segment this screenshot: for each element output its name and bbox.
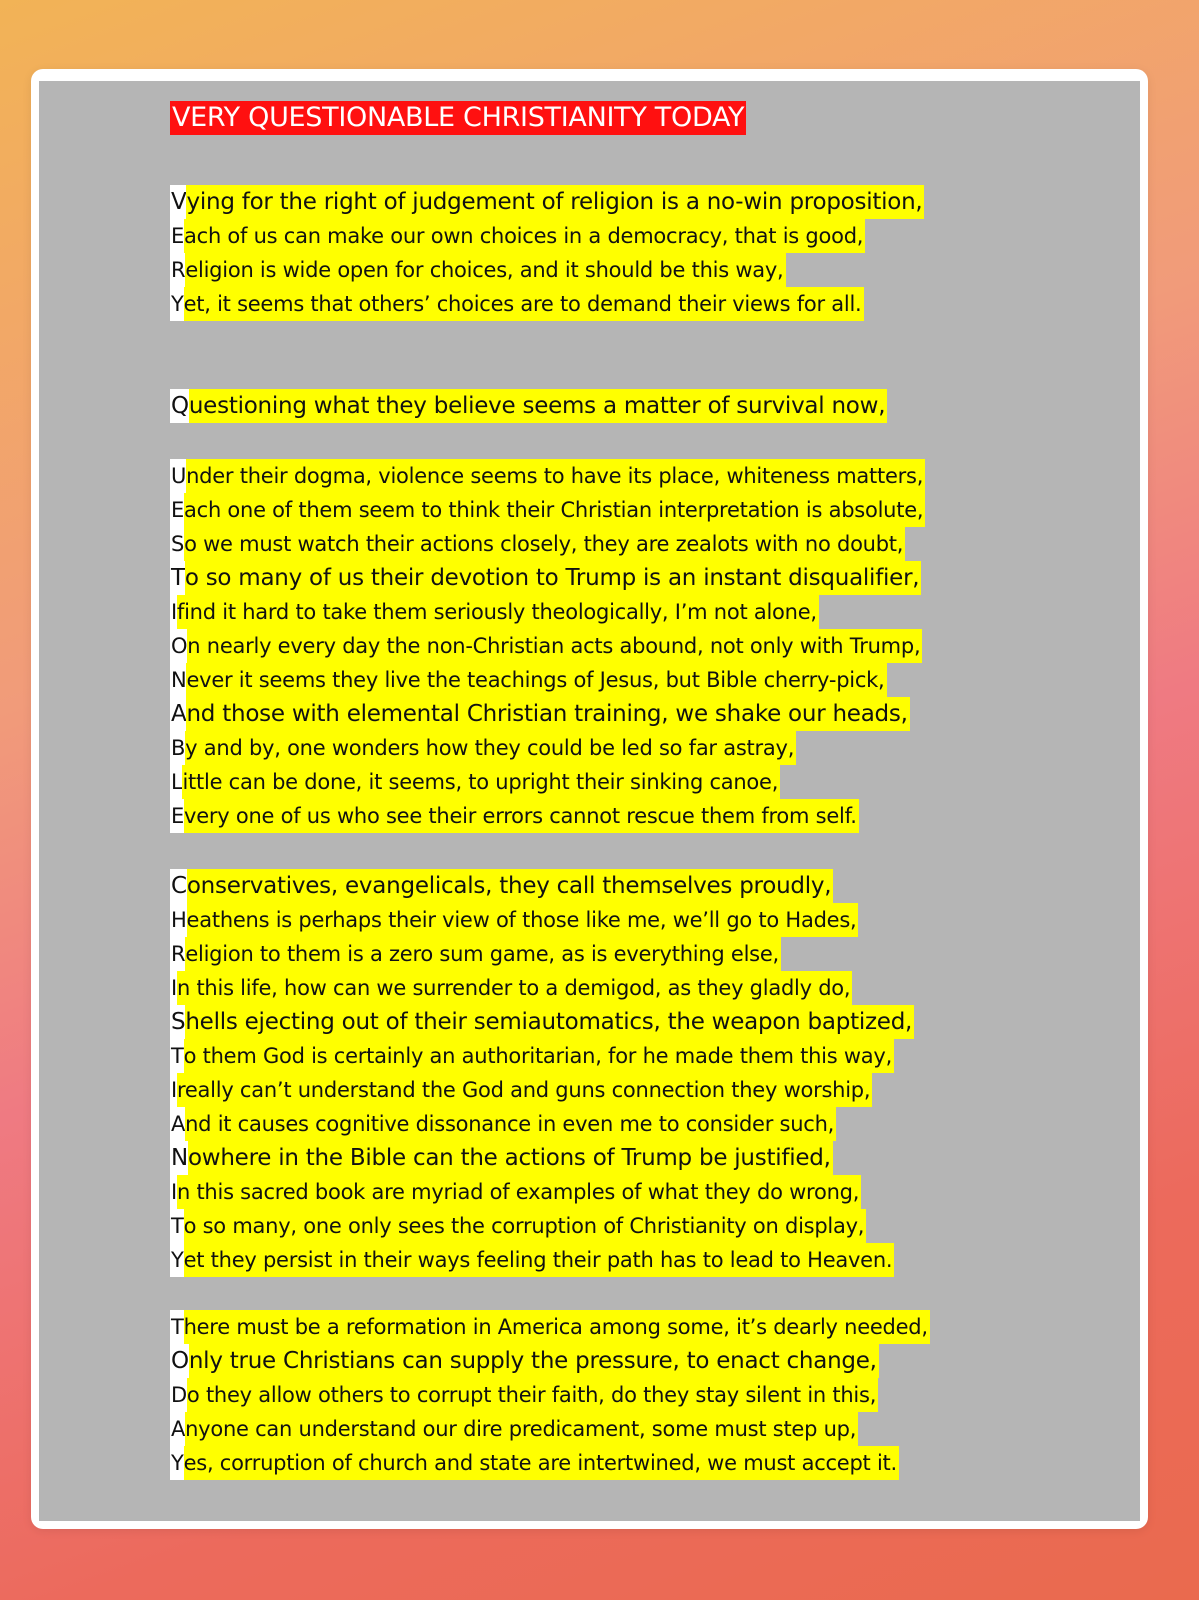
poem-line: [170, 561, 1050, 595]
poem-line: [170, 1039, 1050, 1073]
poem-line: [170, 697, 1050, 731]
line-initial: Y: [170, 287, 184, 321]
stanza-gap: [170, 321, 1050, 389]
line-text: o so many of us their devotion to Trump is an instant disqualifier,: [185, 561, 922, 595]
line-initial: I: [170, 1073, 177, 1107]
line-text: et, it seems that others’ choices are to demand their views for all.: [184, 287, 864, 321]
poem-line: [170, 1005, 1050, 1039]
stanza-gap: [170, 833, 1050, 869]
poem-line: [170, 459, 1050, 493]
poem-line: [170, 937, 1050, 971]
line-initial: O: [170, 1344, 189, 1378]
poem-line: [170, 185, 1050, 219]
line-initial: L: [170, 765, 182, 799]
line-text: o so many, one only sees the corruption of Christianity on display,: [184, 1209, 867, 1243]
line-text: o they allow others to corrupt their faith, do they stay silent in this,: [187, 1378, 878, 1412]
poem-line: [170, 1378, 1050, 1412]
poem-card: [31, 69, 1148, 1529]
line-text: uestioning what they believe seems a matter of survival now,: [189, 389, 887, 423]
line-text: o them God is certainly an authoritarian, for he made them this way,: [184, 1039, 894, 1073]
stanza-4: [170, 869, 1050, 1277]
stanza-5: [170, 1310, 1050, 1480]
line-initial: A: [170, 1412, 185, 1446]
line-text: ittle can be done, it seems, to upright their sinking canoe,: [182, 765, 780, 799]
line-text: owhere in the Bible can the actions of Trump be justified,: [188, 1141, 833, 1175]
poem-content: [170, 101, 1050, 1480]
line-initial: I: [170, 1175, 177, 1209]
poem-line: [170, 287, 1050, 321]
poem-line: [170, 1310, 1050, 1344]
line-text: ever it seems they live the teachings of Jesus, but Bible cherry-pick,: [186, 663, 886, 697]
line-text: n this life, how can we surrender to a demigod, as they gladly do,: [177, 971, 852, 1005]
line-text: ying for the right of judgement of religion is a no-win proposition,: [186, 185, 924, 219]
line-text: here must be a reformation in America among some, it’s dearly needed,: [184, 1310, 930, 1344]
line-initial: I: [170, 595, 177, 629]
poem-line: [170, 663, 1050, 697]
line-text: eligion to them is a zero sum game, as is everything else,: [185, 937, 781, 971]
stanza-3: [170, 459, 1050, 833]
line-initial: O: [170, 629, 187, 663]
poem-line: [170, 527, 1050, 561]
line-text: nder their dogma, violence seems to have its place, whiteness matters,: [186, 459, 925, 493]
line-initial: R: [170, 937, 185, 971]
line-initial: D: [170, 1378, 187, 1412]
line-initial: S: [170, 527, 184, 561]
poem-line: [170, 1446, 1050, 1480]
line-text: onservatives, evangelicals, they call themselves proudly,: [187, 869, 834, 903]
poem-line: [170, 799, 1050, 833]
poem-line: [170, 1141, 1050, 1175]
line-initial: Q: [170, 389, 189, 423]
line-initial: T: [170, 1039, 184, 1073]
line-text: ach of us can make our own choices in a democracy, that is good,: [184, 219, 865, 253]
poem-title: VERY QUESTIONABLE CHRISTIANITY TODAY: [172, 102, 745, 133]
line-text: et they persist in their ways feeling their path has to lead to Heaven.: [184, 1243, 895, 1277]
line-text: n this sacred book are myriad of examples of what they do wrong,: [177, 1175, 861, 1209]
line-initial: Y: [170, 1243, 184, 1277]
poem-line: [170, 389, 1050, 423]
line-text: find it hard to take them seriously theologically, I’m not alone,: [177, 595, 819, 629]
stanza-1: [170, 185, 1050, 321]
line-text: nd those with elemental Christian training, we shake our heads,: [186, 697, 909, 731]
poem-line: [170, 869, 1050, 903]
line-initial: R: [170, 253, 185, 287]
poem-line: [170, 219, 1050, 253]
line-initial: E: [170, 219, 184, 253]
poem-line: [170, 971, 1050, 1005]
line-initial: Y: [170, 1446, 184, 1480]
line-initial: U: [170, 459, 186, 493]
line-text: nyone can understand our dire predicament, some must step up,: [185, 1412, 858, 1446]
stanza-gap: [170, 423, 1050, 459]
line-initial: I: [170, 971, 177, 1005]
line-text: very one of us who see their errors cannot rescue them from self.: [184, 799, 859, 833]
line-text: eathens is perhaps their view of those like me, we’ll go to Hades,: [187, 903, 859, 937]
line-text: really can’t understand the God and guns connection they worship,: [177, 1073, 872, 1107]
line-initial: N: [170, 1141, 188, 1175]
poem-line: [170, 595, 1050, 629]
line-initial: E: [170, 799, 184, 833]
poem-line: [170, 1243, 1050, 1277]
line-initial: S: [170, 1005, 185, 1039]
line-initial: A: [170, 1107, 185, 1141]
poem-line: [170, 629, 1050, 663]
stanza-gap: [170, 1277, 1050, 1310]
line-text: y and by, one wonders how they could be led so far astray,: [185, 731, 796, 765]
line-initial: V: [170, 185, 186, 219]
poem-line: [170, 1209, 1050, 1243]
line-initial: T: [170, 1310, 184, 1344]
line-text: n nearly every day the non-Christian acts abound, not only with Trump,: [187, 629, 922, 663]
line-text: hells ejecting out of their semiautomatics, the weapon baptized,: [185, 1005, 914, 1039]
poem-line: [170, 1344, 1050, 1378]
line-text: o we must watch their actions closely, they are zealots with no doubt,: [184, 527, 905, 561]
line-initial: N: [170, 663, 186, 697]
line-text: eligion is wide open for choices, and it should be this way,: [185, 253, 785, 287]
line-initial: T: [170, 1209, 184, 1243]
poem-panel: [39, 81, 1140, 1521]
poem-line: [170, 1175, 1050, 1209]
poem-line: [170, 903, 1050, 937]
poem-line: [170, 493, 1050, 527]
poem-line: [170, 731, 1050, 765]
poem-line: [170, 253, 1050, 287]
line-text: ach one of them seem to think their Christian interpretation is absolute,: [184, 493, 925, 527]
poem-line: [170, 1107, 1050, 1141]
poem-line: [170, 765, 1050, 799]
poem-line: [170, 1412, 1050, 1446]
line-initial: T: [170, 561, 185, 595]
poem-line: [170, 1073, 1050, 1107]
line-text: nd it causes cognitive dissonance in even me to consider such,: [185, 1107, 836, 1141]
line-text: es, corruption of church and state are intertwined, we must accept it.: [184, 1446, 899, 1480]
line-initial: E: [170, 493, 184, 527]
stanza-2: [170, 389, 1050, 423]
line-initial: B: [170, 731, 185, 765]
line-initial: C: [170, 869, 187, 903]
line-initial: H: [170, 903, 187, 937]
line-initial: A: [170, 697, 186, 731]
line-text: nly true Christians can supply the pressure, to enact change,: [189, 1344, 879, 1378]
